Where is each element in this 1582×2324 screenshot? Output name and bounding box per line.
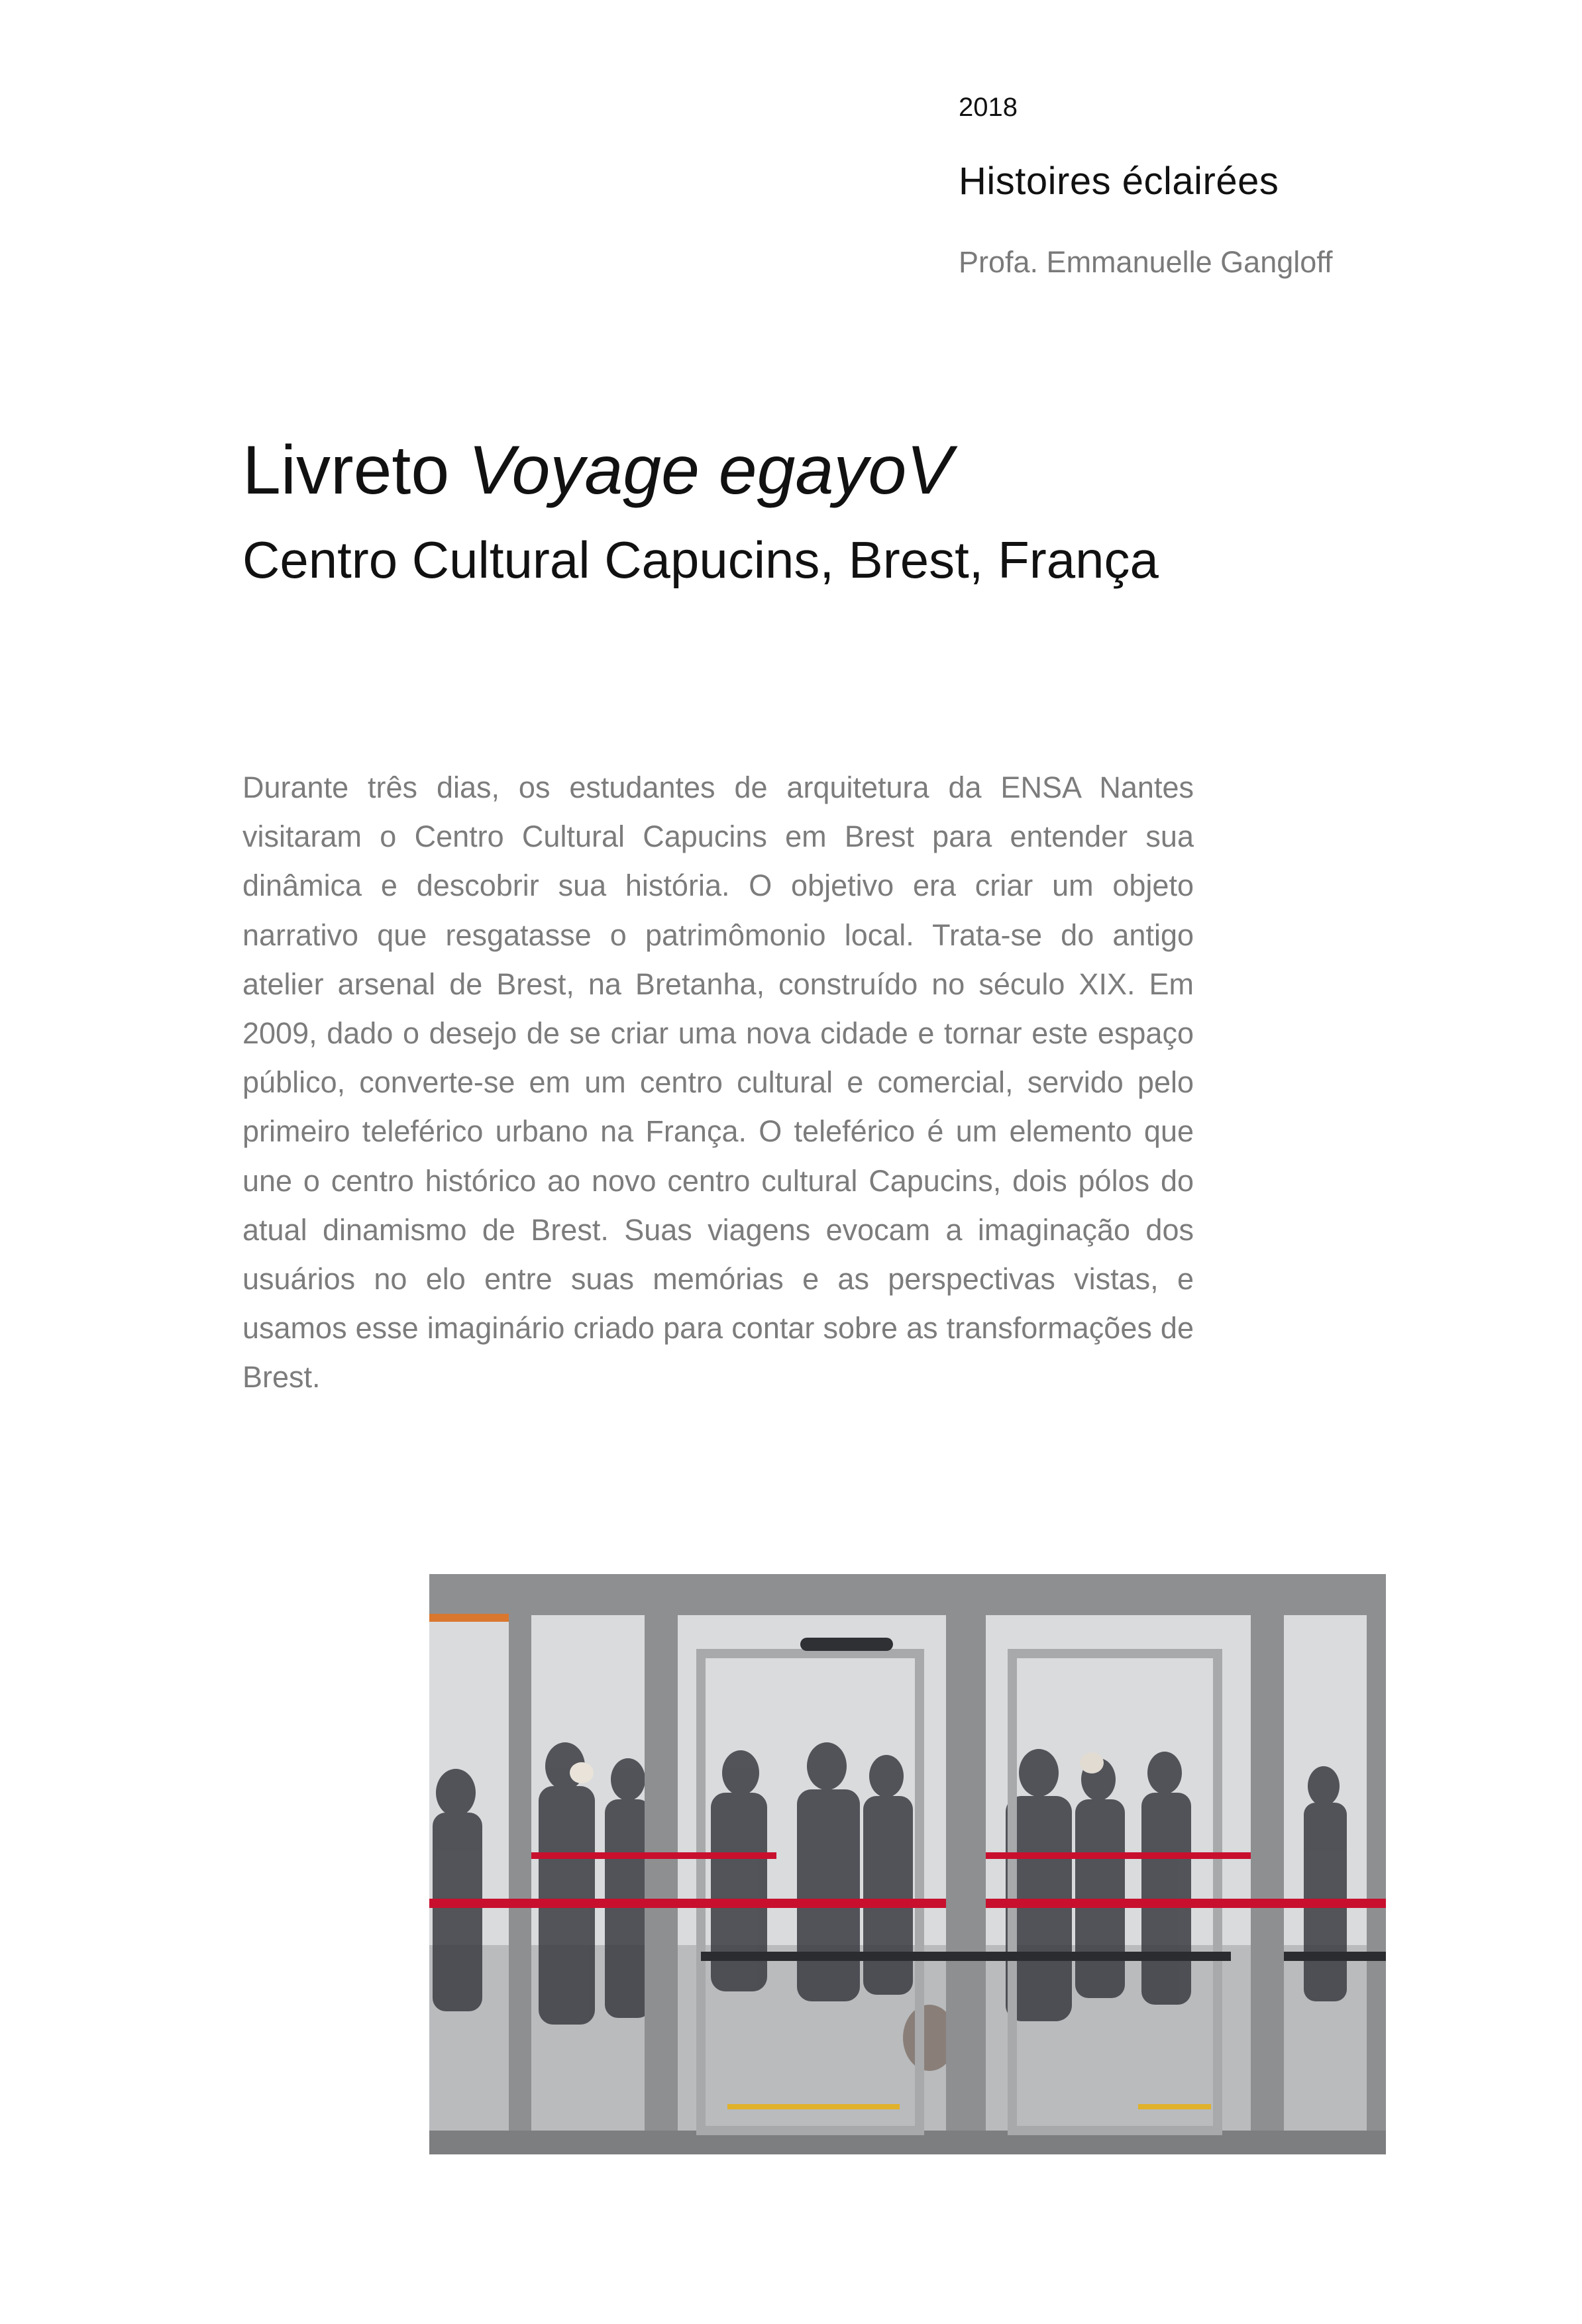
year-label: 2018 — [959, 93, 1018, 122]
title-prefix: Livreto — [242, 432, 469, 509]
professor-name: Profa. Emmanuelle Gangloff — [959, 245, 1333, 279]
page-title — [242, 431, 953, 510]
page-subtitle: Centro Cultural Capucins, Brest, França — [242, 531, 1159, 589]
title-italic: Voyage egayoV — [468, 432, 953, 509]
course-title: Histoires éclairées — [959, 160, 1279, 203]
body-paragraph: Durante três dias, os estudantes de arquitetura da ENSA Nantes visitaram o Centro Cultural Capucins em Brest para entender sua dinâmica e descobrir sua história. O objetivo era criar um objeto narrativo que resgatasse o patrimômonio local. Trata-se do antigo atelier arsenal de Brest, na Bretanha, construído no século XIX. Em 2009, dado o desejo de se criar uma nova cidade e tornar este espaço público, converte-se em um centro cultural e comercial, servido pelo primeiro teleférico urbano na França. O teleférico é um elemento que une o centro histórico ao novo centro cultural Capucins, dois pólos do atual dinamismo de Brest. Suas viagens evocam a imaginação dos usuários no elo entre suas memórias e as perspectivas vistas, e usamos esse imaginário criado para contar sobre as transformações de Brest. — [242, 770, 1194, 1395]
cable-car-station-photo — [429, 1574, 1386, 2154]
